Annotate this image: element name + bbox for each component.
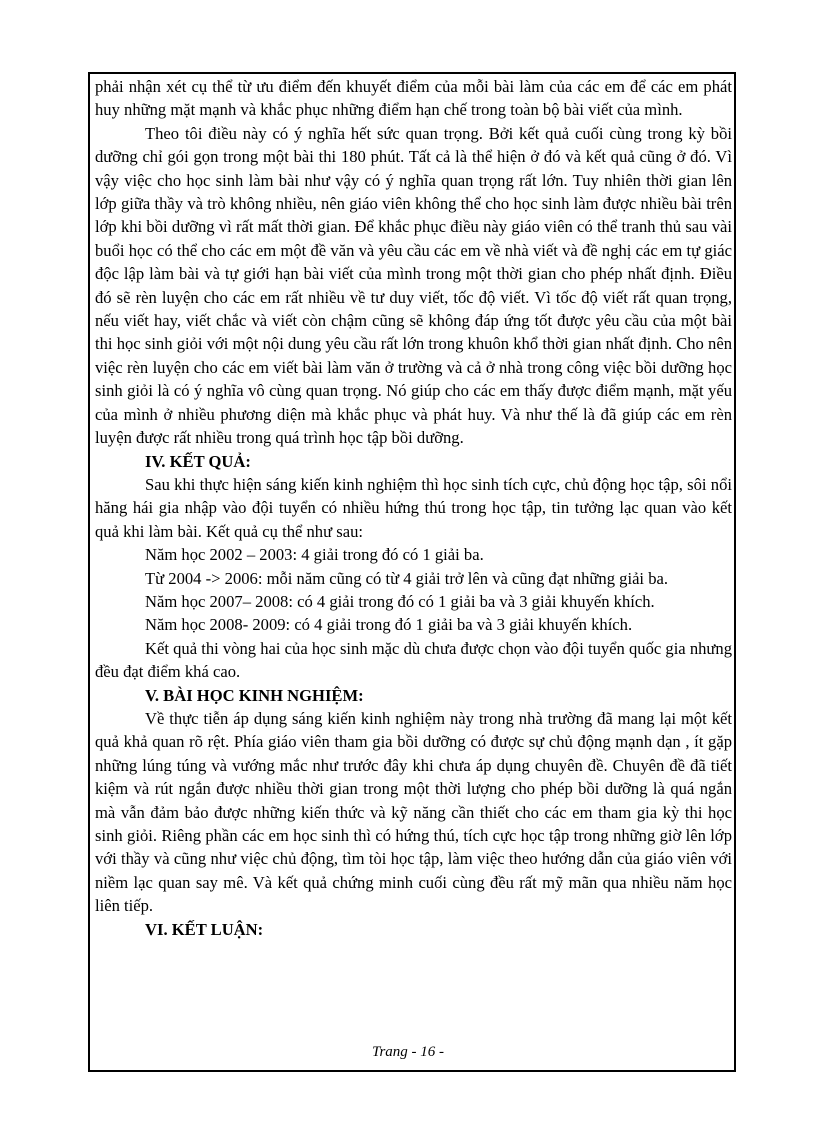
result-item: Năm học 2007– 2008: có 4 giải trong đó có 1 giải ba và 3 giải khuyến khích.: [145, 591, 655, 611]
result-item: Từ 2004 -> 2006: mỗi năm cũng có từ 4 giải trở lên và cũng đạt những giải ba.: [145, 568, 669, 588]
paragraph-round-two: Kết quả thi vòng hai của học sinh mặc dù chưa được chọn vào đội tuyển quốc gia nhưng đều đạt điểm khá cao.: [95, 638, 732, 682]
result-item: Năm học 2002 – 2003: 4 giải trong đó có 1 giải ba.: [145, 545, 484, 565]
document-body: [95, 75, 732, 941]
result-item: Năm học 2008- 2009: có 4 giải trong đó 1 giải ba và 3 giải khuyến khích.: [145, 615, 633, 635]
paragraph-results-intro: Sau khi thực hiện sáng kiến kinh nghiệm thì học sinh tích cực, chủ động học tập, sôi nổi hăng hái gia nhập vào đội tuyển có nhiều hứng thú trong học tập, tin tưởng lạc quan vào kết quả khi làm bài. Kết quả cụ thể như sau:: [95, 474, 732, 541]
heading-conclusion: VI. KẾT LUẬN:: [145, 919, 264, 939]
paragraph-continuation: phải nhận xét cụ thể từ ưu điểm đến khuyết điểm của mỗi bài làm của các em để các em phát huy những mặt mạnh và khắc phục những điểm hạn chế trong toàn bộ bài viết của mình.: [95, 77, 732, 120]
paragraph-importance: Theo tôi điều này có ý nghĩa hết sức quan trọng. Bởi kết quả cuối cùng trong kỳ bồi dưỡng chỉ gói gọn trong một bài thi 180 phút. Tất cả là thể hiện ở đó và kết quả cũng ở đó. Vì vậy việc cho học sinh làm bài như vậy có ý nghĩa quan trọng rất lớn. Tuy nhiên thời gian lên lớp giữa thầy và trò không nhiều, nên giáo viên không thể cho học sinh làm được nhiều bài trên lớp khi bồi dưỡng vì rất mất thời gian. Để khắc phục điều này giáo viên có thể tranh thủ sau vài buổi học có thể cho các em một đề văn và yêu cầu các em về nhà viết và đề nghị các em tự giác độc lập làm bài và tự giới hạn bài viết của mình trong một thời gian cho phép nhất định. Điều đó sẽ rèn luyện cho các em rất nhiều về tư duy viết, tốc độ viết. Vì tốc độ viết rất quan trọng, nếu viết hay, viết chắc và viết còn chậm cũng sẽ không đáp ứng tốt được yêu cầu của một bài thi học sinh giỏi với một nội dung yêu cầu rất lớn trong khuôn khổ thời gian nhất định. Cho nên việc rèn luyện cho các em viết bài làm văn ở trường và cả ở nhà trong công việc bồi dưỡng học sinh giỏi là có ý nghĩa vô cùng quan trọng. Nó giúp cho các em thấy được điểm mạnh, mặt yếu của mình ở nhiều phương diện mà khắc phục và phát huy. Và như thế là đã giúp các em rèn luyện được rất nhiều trong quá trình học tập bồi dưỡng.: [95, 123, 732, 448]
paragraph-lessons: Về thực tiễn áp dụng sáng kiến kinh nghiệm này trong nhà trường đã mang lại một kết quả khả quan rõ rệt. Phía giáo viên tham gia bồi dưỡng có được sự chủ động mạnh dạn , ít gặp những lúng túng và vướng mắc như trước đây khi chưa áp dụng chuyên đề. Chuyên đề đã tiết kiệm và rút ngắn được nhiều thời gian trong một thời lượng cho phép bồi dưỡng là quá ngắn mà vẫn đảm bảo được những kiến thức và kỹ năng cần thiết cho các em tham gia kỳ thi học sinh giỏi. Riêng phần các em học sinh thì có hứng thú, tích cực học tập trong những giờ lên lớp với thầy và cũng như việc chủ động, tìm tòi học tập, làm việc theo hướng dẫn của giáo viên với niềm lạc quan say mê. Và kết quả chứng minh cuối cùng đều rất mỹ mãn qua nhiều năm học liên tiếp.: [95, 708, 732, 916]
heading-results: IV. KẾT QUẢ:: [145, 451, 251, 471]
heading-lessons: V. BÀI HỌC KINH NGHIỆM:: [145, 685, 364, 705]
page-number: Trang - 16 -: [371, 1044, 445, 1060]
